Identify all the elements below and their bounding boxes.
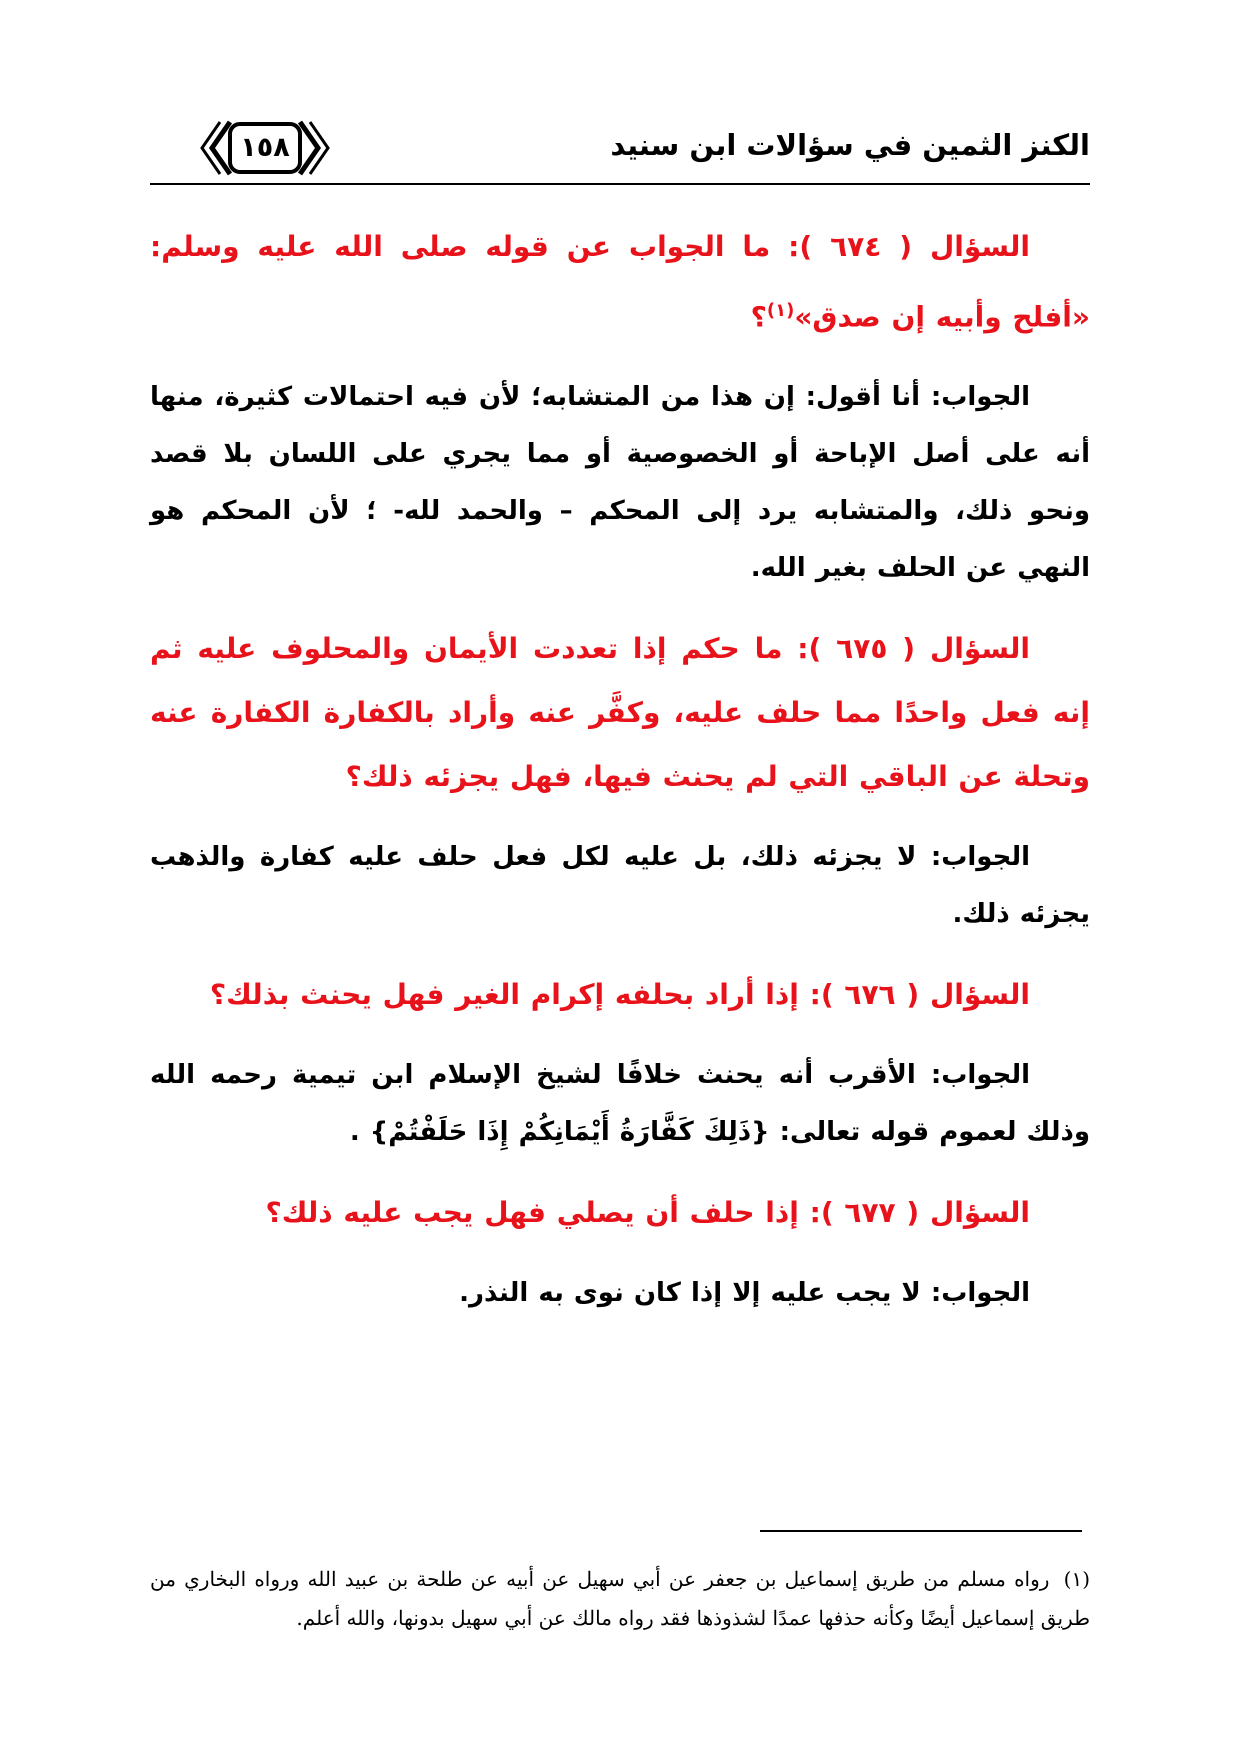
page-number: ١٥٨	[240, 132, 290, 163]
question-mark: ؟	[750, 300, 767, 334]
answer-675	[150, 829, 1090, 943]
answer-text: لا يجب عليه إلا إذا كان نوى به النذر.	[459, 1278, 921, 1309]
answer-676	[150, 1047, 1090, 1161]
page-number-badge	[200, 118, 330, 178]
question-676	[150, 963, 1090, 1027]
footnote-ref[interactable]: (١)	[766, 300, 795, 321]
question-label: السؤال ( ٦٧٥ ):	[797, 632, 1031, 666]
question-text: إذا أراد بحلفه إكرام الغير فهل يحنث بذلك؟	[209, 978, 799, 1012]
question-label: السؤال ( ٦٧٧ ):	[809, 1196, 1030, 1230]
question-text: إذا حلف أن يصلي فهل يجب عليه ذلك؟	[265, 1196, 799, 1230]
footnote	[150, 1560, 1090, 1638]
answer-text: لا يجزئه ذلك، بل عليه لكل فعل حلف عليه كفارة والذهب يجزئه ذلك.	[150, 842, 1090, 930]
answer-text: أنا أقول: إن هذا من المتشابه؛ لأن فيه احتمالات كثيرة، منها أنه على أصل الإباحة أو الخصوصية أو مما يجري على اللسان بلا قصد ونحو ذلك، والمتشابه يرد إلى المحكم – والحمد لله- ؛ لأن المحكم هو النهي عن الحلف بغير الله.	[150, 382, 1090, 584]
answer-label: الجواب:	[930, 1060, 1030, 1091]
answer-674	[150, 369, 1090, 597]
question-label: السؤال ( ٦٧٦ ):	[809, 978, 1030, 1012]
book-title: الكنز الثمين في سؤالات ابن سنيد	[610, 128, 1090, 162]
page-header	[150, 118, 1090, 178]
question-674	[150, 215, 1090, 349]
answer-text: الأقرب أنه يحنث خلافًا لشيخ الإسلام ابن تيمية رحمه الله وذلك لعموم قوله تعالى: {ذَلِكَ كَفَّارَةُ أَيْمَانِكُمْ إِذَا حَلَفْتُمْ} .	[150, 1060, 1090, 1148]
footnote-text: رواه مسلم من طريق إسماعيل بن جعفر عن أبي سهيل عن أبيه عن طلحة بن عبيد الله ورواه البخاري من طريق إسماعيل أيضًا وكأنه حذفها عمدًا لشذوذها فقد رواه مالك عن أبي سهيل بدونها، والله أعلم.	[150, 1567, 1090, 1630]
header-divider	[150, 183, 1090, 185]
footnote-marker: (١)	[1063, 1567, 1090, 1591]
question-text: ما حكم إذا تعددت الأيمان والمحلوف عليه ثم إنه فعل واحدًا مما حلف عليه، وكفَّر عنه وأراد بالكفارة الكفارة عنه وتحلة عن الباقي التي لم يحنث فيها، فهل يجزئه ذلك؟	[150, 632, 1090, 794]
question-675	[150, 617, 1090, 809]
question-label: السؤال ( ٦٧٤ ):	[788, 230, 1031, 263]
question-677	[150, 1181, 1090, 1245]
answer-677	[150, 1265, 1090, 1322]
footnote-divider	[760, 1530, 1082, 1532]
answer-label: الجواب:	[930, 382, 1030, 413]
answer-label: الجواب:	[930, 1278, 1030, 1309]
answer-label: الجواب:	[930, 842, 1030, 873]
page-body	[150, 215, 1090, 1322]
question-text: ما الجواب عن قوله صلى الله عليه وسلم: «أفلح وأبيه إن صدق»	[150, 230, 1090, 334]
